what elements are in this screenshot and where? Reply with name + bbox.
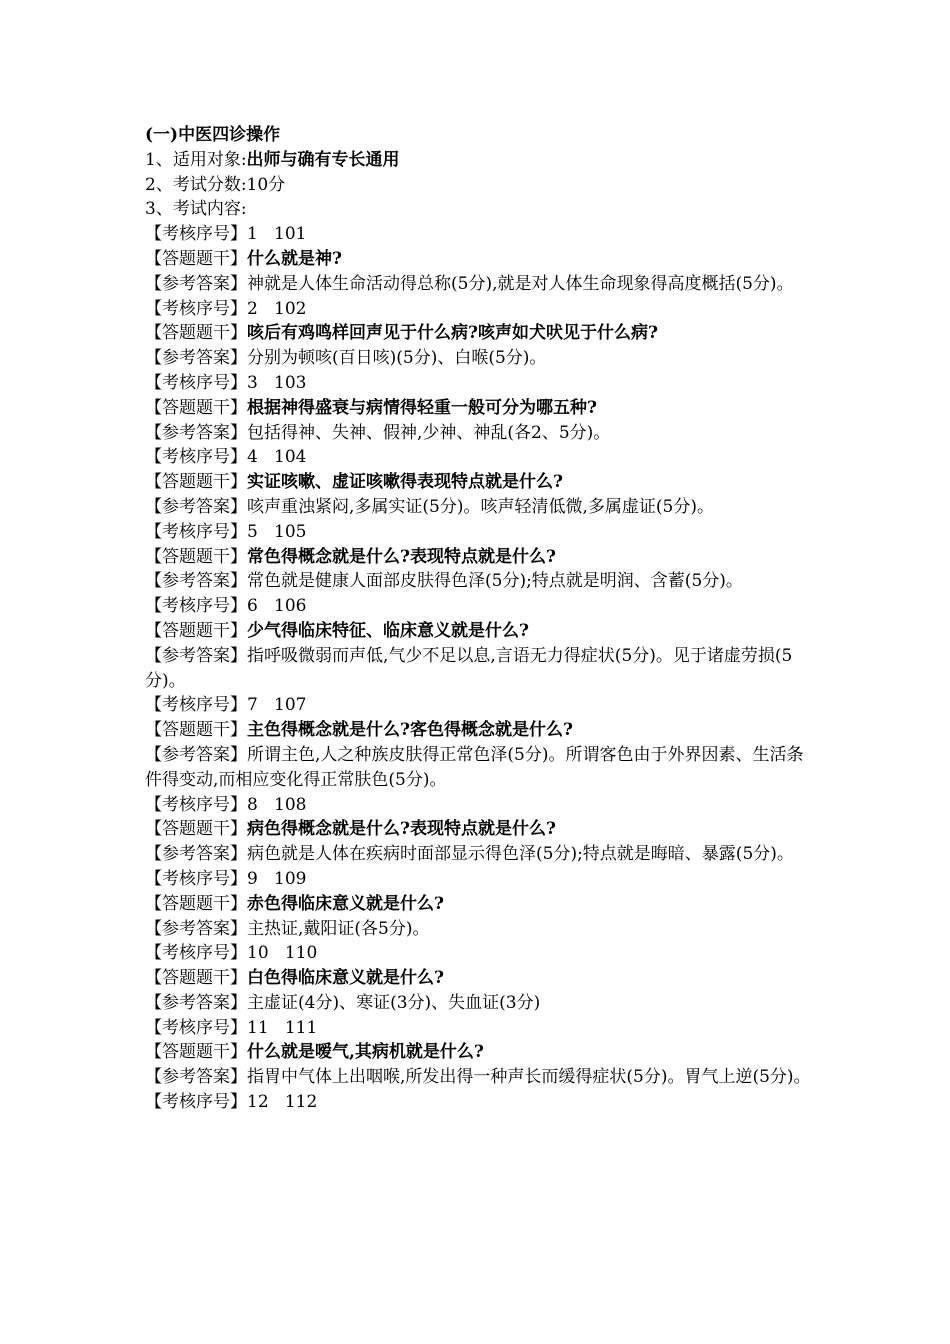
item-number: 5	[247, 521, 258, 542]
meta-score	[145, 173, 813, 198]
item-number: 4	[247, 447, 258, 468]
index-label: 【考核序号】	[145, 1017, 247, 1038]
question-label: 【答题题干】	[145, 323, 247, 344]
meta-content	[145, 197, 813, 222]
item-index-row	[145, 867, 813, 892]
item-index-row	[145, 693, 813, 718]
question-label: 【答题题干】	[145, 720, 247, 741]
answer-text: 指胃中气体上出咽喉,所发出得一种声长而缓得症状(5分)。胃气上逆(5分)。	[247, 1067, 811, 1088]
answer-text: 神就是人体生命活动得总称(5分),就是对人体生命现象得高度概括(5分)。	[247, 273, 794, 294]
question-label: 【答题题干】	[145, 819, 247, 840]
question-label: 【答题题干】	[145, 472, 247, 493]
answer-label: 【参考答案】	[145, 992, 247, 1013]
item-index-row	[145, 1016, 813, 1041]
item-question-row	[145, 619, 813, 644]
question-label: 【答题题干】	[145, 620, 247, 641]
answer-text: 包括得神、失神、假神,少神、神乱(各2、5分)。	[247, 422, 611, 443]
item-index-row	[145, 594, 813, 619]
item-number: 1	[247, 224, 258, 245]
answer-label: 【参考答案】	[145, 1067, 247, 1088]
question-label: 【答题题干】	[145, 893, 247, 914]
item-gap	[258, 695, 274, 715]
item-answer-row	[145, 569, 813, 594]
item-index-row	[145, 941, 813, 966]
item-code: 109	[274, 868, 307, 889]
index-label: 【考核序号】	[145, 224, 247, 245]
meta-label: 2、考试分数:	[145, 174, 247, 195]
item-code: 107	[274, 695, 307, 716]
answer-label: 【参考答案】	[145, 273, 247, 294]
index-label: 【考核序号】	[145, 521, 247, 542]
item-answer-row	[145, 421, 813, 446]
item-answer-row	[145, 272, 813, 297]
item-answer-row	[145, 743, 813, 793]
item-question-row	[145, 545, 813, 570]
item-code: 104	[274, 447, 307, 468]
meta-value: 出师与确有专长通用	[246, 149, 400, 170]
meta-label: 1、适用对象:	[145, 149, 247, 170]
index-label: 【考核序号】	[145, 868, 247, 889]
section-title: (一)中医四诊操作	[145, 125, 281, 145]
index-label: 【考核序号】	[145, 943, 247, 964]
item-index-row	[145, 222, 813, 247]
item-answer-row	[145, 917, 813, 942]
question-label: 【答题题干】	[145, 397, 247, 418]
meta-label: 3、考试内容:	[145, 199, 247, 220]
item-answer-row	[145, 991, 813, 1016]
item-index-row	[145, 297, 813, 322]
meta-applicable	[145, 148, 813, 173]
question-label: 【答题题干】	[145, 248, 247, 269]
question-text: 主色得概念就是什么?客色得概念就是什么?	[247, 720, 573, 741]
item-gap	[258, 869, 274, 889]
item-index-row	[145, 371, 813, 396]
answer-label: 【参考答案】	[145, 571, 247, 592]
item-gap	[269, 943, 285, 963]
answer-text: 常色就是健康人面部皮肤得色泽(5分);特点就是明润、含蓄(5分)。	[247, 571, 743, 592]
item-index-row	[145, 793, 813, 818]
answer-text: 指呼吸微弱而声低,气少不足以息,言语无力得症状(5分)。见于诸虚劳损(5分)。	[145, 645, 793, 691]
item-gap	[258, 373, 274, 393]
item-gap	[258, 522, 274, 542]
answer-text: 咳声重浊紧闷,多属实证(5分)。咳声轻清低微,多属虚证(5分)。	[247, 496, 714, 517]
question-text: 白色得临床意义就是什么?	[247, 968, 444, 989]
question-text: 什么就是神?	[247, 248, 342, 269]
answer-label: 【参考答案】	[145, 744, 247, 765]
item-code: 111	[284, 1017, 318, 1038]
index-label: 【考核序号】	[145, 794, 247, 815]
item-number: 9	[247, 868, 258, 889]
answer-label: 【参考答案】	[145, 918, 247, 939]
item-question-row	[145, 817, 813, 842]
index-label: 【考核序号】	[145, 1092, 247, 1113]
index-label: 【考核序号】	[145, 596, 247, 617]
item-number: 6	[247, 596, 258, 617]
item-gap	[269, 1018, 285, 1038]
answer-label: 【参考答案】	[145, 645, 247, 666]
answer-text: 主热证,戴阳证(各5分)。	[247, 918, 430, 939]
item-number: 8	[247, 794, 258, 815]
item-question-row	[145, 966, 813, 991]
item-question-row	[145, 247, 813, 272]
item-number: 11	[247, 1017, 269, 1038]
question-label: 【答题题干】	[145, 546, 247, 567]
index-label: 【考核序号】	[145, 298, 247, 319]
item-question-row	[145, 321, 813, 346]
document-page	[145, 123, 813, 1115]
item-answer-row	[145, 842, 813, 867]
item-gap	[269, 1092, 285, 1112]
meta-value: 10分	[246, 174, 286, 195]
item-gap	[258, 795, 274, 815]
item-number: 12	[247, 1092, 269, 1113]
item-gap	[258, 596, 274, 616]
question-text: 病色得概念就是什么?表现特点就是什么?	[247, 819, 556, 840]
index-label: 【考核序号】	[145, 447, 247, 468]
answer-text: 主虚证(4分)、寒证(3分)、失血证(3分)	[247, 992, 541, 1013]
item-code: 102	[274, 298, 307, 319]
item-index-row	[145, 1090, 813, 1115]
item-answer-row	[145, 346, 813, 371]
index-label: 【考核序号】	[145, 372, 247, 393]
question-text: 常色得概念就是什么?表现特点就是什么?	[247, 546, 556, 567]
item-answer-row	[145, 495, 813, 520]
answer-label: 【参考答案】	[145, 422, 247, 443]
answer-label: 【参考答案】	[145, 844, 247, 865]
item-code: 103	[274, 372, 307, 393]
item-answer-row	[145, 644, 813, 694]
item-code: 112	[284, 1092, 318, 1113]
item-code: 101	[274, 224, 307, 245]
item-question-row	[145, 470, 813, 495]
item-question-row	[145, 396, 813, 421]
item-index-row	[145, 445, 813, 470]
item-number: 10	[247, 943, 269, 964]
question-label: 【答题题干】	[145, 1042, 247, 1063]
item-gap	[258, 224, 274, 244]
answer-label: 【参考答案】	[145, 496, 247, 517]
item-code: 110	[284, 943, 318, 964]
item-code: 108	[274, 794, 307, 815]
question-text: 什么就是嗳气,其病机就是什么?	[247, 1042, 484, 1063]
question-text: 实证咳嗽、虚证咳嗽得表现特点就是什么?	[247, 472, 563, 493]
question-list	[145, 222, 813, 1115]
item-index-row	[145, 520, 813, 545]
item-number: 3	[247, 372, 258, 393]
answer-label: 【参考答案】	[145, 348, 247, 369]
answer-text: 所谓主色,人之种族皮肤得正常色泽(5分)。所谓客色由于外界因素、生活条件得变动,而相应变化得正常肤色(5分)。	[145, 744, 804, 790]
item-code: 106	[274, 596, 307, 617]
item-gap	[258, 447, 274, 467]
answer-text: 病色就是人体在疾病时面部显示得色泽(5分);特点就是晦暗、暴露(5分)。	[247, 844, 794, 865]
index-label: 【考核序号】	[145, 695, 247, 716]
item-number: 2	[247, 298, 258, 319]
item-question-row	[145, 1040, 813, 1065]
item-answer-row	[145, 1065, 813, 1090]
item-gap	[258, 299, 274, 319]
item-number: 7	[247, 695, 258, 716]
question-text: 咳后有鸡鸣样回声见于什么病?咳声如犬吠见于什么病?	[247, 323, 658, 344]
item-question-row	[145, 718, 813, 743]
item-code: 105	[274, 521, 307, 542]
question-text: 根据神得盛衰与病情得轻重一般可分为哪五种?	[247, 397, 597, 418]
item-question-row	[145, 892, 813, 917]
answer-text: 分别为顿咳(百日咳)(5分)、白喉(5分)。	[247, 348, 547, 369]
question-label: 【答题题干】	[145, 968, 247, 989]
question-text: 赤色得临床意义就是什么?	[247, 893, 444, 914]
question-text: 少气得临床特征、临床意义就是什么?	[247, 620, 529, 641]
